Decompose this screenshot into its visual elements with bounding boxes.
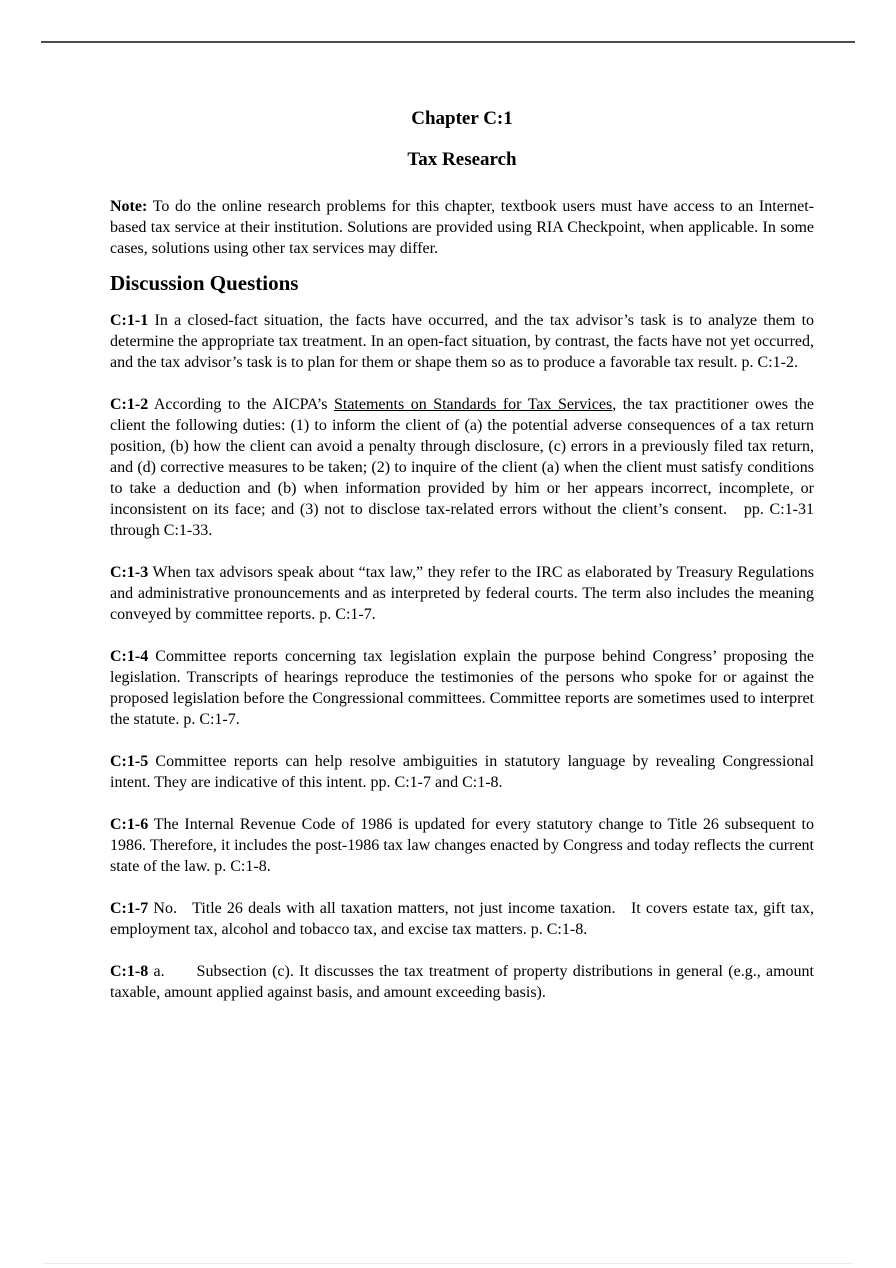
question-paragraph-c1-4	[110, 646, 814, 730]
question-paragraph-c1-8	[110, 961, 814, 1003]
page-content	[110, 0, 814, 1003]
note-text: To do the online research problems for this chapter, textbook users must have access to an Internet-based tax service at their institution. Solutions are provided using RIA Checkpoint, when applicable. In some cases, solutions using other tax services may differ.	[110, 198, 815, 257]
question-id: C:1-2	[110, 396, 149, 413]
question-paragraph-c1-6	[110, 814, 814, 877]
question-id: C:1-5	[110, 753, 149, 770]
note-paragraph	[110, 196, 814, 259]
question-text: a. Subsection (c). It discusses the tax treatment of property distributions in general (e.g., amount taxable, amount applied against basis, and amount exceeding basis).	[110, 963, 815, 1001]
section-heading: Discussion Questions	[110, 271, 299, 295]
question-text: Committee reports concerning tax legislation explain the purpose behind Congress’ proposing the legislation. Transcripts of hearings reproduce the testimonies of the persons who spoke for or against the proposed legislation before the Congressional committees. Committee reports are sometimes used to interpret the statute. p. C:1-7.	[110, 648, 814, 728]
question-paragraph-c1-7	[110, 898, 814, 940]
question-paragraph-c1-3	[110, 562, 814, 625]
question-text: In a closed-fact situation, the facts have occurred, and the tax advisor’s task is to analyze them to determine the appropriate tax treatment. In an open-fact situation, by contrast, the facts have not yet occurred, and the tax advisor’s task is to plan for them or shape them so as to produce a favorable tax result. p. C:1-2.	[110, 312, 815, 371]
question-id: C:1-7	[110, 900, 149, 917]
question-paragraph-c1-2	[110, 394, 814, 541]
chapter-subtitle: Tax Research	[407, 149, 517, 170]
question-text-post: , the tax practitioner owes the client the following duties: (1) to inform the client of (a) the potential adverse consequences of a tax return position, (b) how the client can avoid a penalty through disclosure, (c) errors in a previously filed tax return, and (d) corrective measures to be taken; (2) to inquire of the client (a) when the client must satisfy conditions to take a deduction and (b) when information provided by him or her appears incorrect, incomplete, or inconsistent on its face; and (3) not to disclose tax-related errors without the client’s consent. pp. C:1-31 through C:1-33.	[110, 396, 815, 539]
underlined-citation: Statements on Standards for Tax Services	[333, 396, 613, 413]
question-id: C:1-3	[110, 564, 149, 581]
note-label: Note:	[110, 198, 148, 215]
question-id: C:1-6	[110, 816, 149, 833]
question-id: C:1-8	[110, 963, 149, 980]
question-text: When tax advisors speak about “tax law,” they refer to the IRC as elaborated by Treasury Regulations and administrative pronouncements and as interpreted by federal courts. The term also includes the meaning conveyed by committee reports. p. C:1-7.	[110, 564, 814, 623]
chapter-title: Chapter C:1	[411, 108, 513, 129]
question-id: C:1-4	[110, 648, 149, 665]
question-id: C:1-1	[110, 312, 149, 329]
question-paragraph-c1-1	[110, 310, 814, 373]
bottom-rule-divider	[42, 1263, 854, 1264]
question-text: No. Title 26 deals with all taxation matters, not just income taxation. It covers estate tax, gift tax, employment tax, alcohol and tobacco tax, and excise tax matters. p. C:1-8.	[110, 900, 815, 938]
question-text: Committee reports can help resolve ambiguities in statutory language by revealing Congressional intent. They are indicative of this intent. pp. C:1-7 and C:1-8.	[110, 753, 814, 791]
question-text: The Internal Revenue Code of 1986 is updated for every statutory change to Title 26 subsequent to 1986. Therefore, it includes the post-1986 tax law changes enacted by Congress and today reflects the current state of the law. p. C:1-8.	[110, 816, 815, 875]
question-paragraph-c1-5	[110, 751, 814, 793]
question-text-pre: According to the AICPA’s	[153, 396, 334, 413]
